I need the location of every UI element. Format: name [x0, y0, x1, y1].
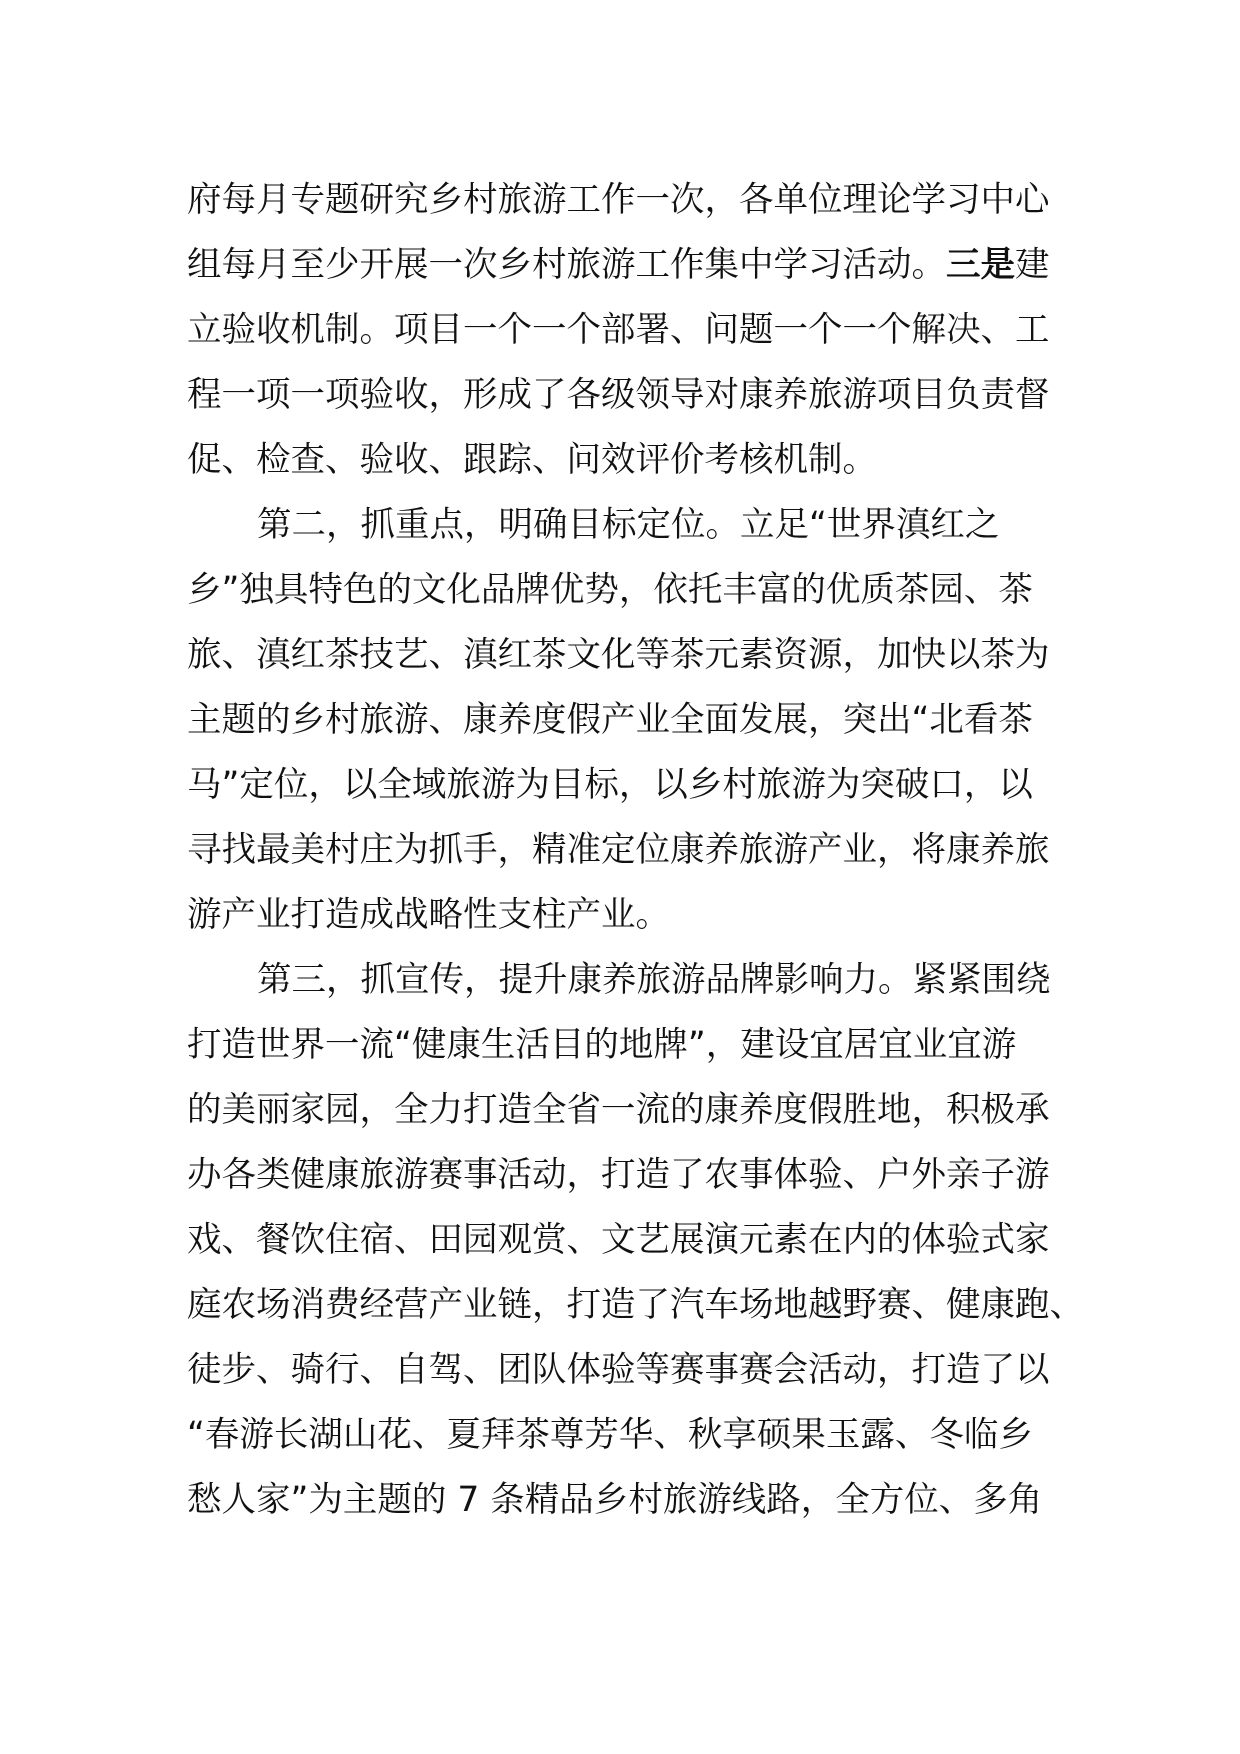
text-line: [187, 818, 1067, 883]
text-line: [187, 1273, 1084, 1338]
text-run: 府每月专题研究乡村旅游工作一次，各单位理论学习中心: [187, 180, 1050, 220]
text-run: 促、检查、验收、跟踪、问效评价考核机制。: [187, 440, 877, 480]
text-run: 打造世界一流“健康生活目的地牌”，建设宜居宜业宜游: [187, 1025, 1017, 1065]
text-run: 愁人家”为主题的 7 条精品乡村旅游线路，全方位、多角: [187, 1480, 1043, 1520]
text-line: [187, 753, 1067, 818]
text-run: 游产业打造成战略性支柱产业。: [187, 895, 670, 935]
text-line: [187, 1078, 1067, 1143]
text-run: 立验收机制。项目一个一个部署、问题一个一个解决、工: [187, 310, 1050, 350]
text-run: 办各类健康旅游赛事活动，打造了农事体验、户外亲子游: [187, 1155, 1050, 1195]
text-line: [187, 1208, 1067, 1273]
text-line: [187, 623, 1067, 688]
text-run: 的美丽家园，全力打造全省一流的康养度假胜地，积极承: [187, 1090, 1050, 1130]
text-line: [187, 558, 1067, 623]
text-run: 第二，抓重点，明确目标定位。立足“世界滇红之: [257, 505, 1000, 545]
text-line: [187, 688, 1067, 753]
text-line: [187, 1338, 1067, 1403]
text-line: [187, 298, 1067, 363]
text-line: [187, 233, 1067, 298]
text-run: 戏、餐饮住宿、田园观赏、文艺展演元素在内的体验式家: [187, 1220, 1050, 1260]
text-run: 乡”独具特色的文化品牌优势，依托丰富的优质茶园、茶: [187, 570, 1033, 610]
text-run: 主题的乡村旅游、康养度假产业全面发展，突出“北看茶: [187, 700, 1033, 740]
text-line: [187, 363, 1067, 428]
text-run: 马”定位，以全域旅游为目标，以乡村旅游为突破口，以: [187, 765, 1033, 805]
bold-text-run: 三是: [946, 245, 1015, 285]
text-line: [187, 1013, 1067, 1078]
text-line: [187, 1143, 1067, 1208]
body-text: [187, 168, 1084, 1533]
text-run: 第三，抓宣传，提升康养旅游品牌影响力。紧紧围绕: [257, 960, 1051, 1000]
text-line: [187, 1468, 1067, 1533]
text-run: 组每月至少开展一次乡村旅游工作集中学习活动。: [187, 245, 946, 285]
text-line: [187, 428, 1067, 493]
text-line: [187, 948, 1067, 1013]
text-run: 建: [1015, 245, 1050, 285]
text-run: 徒步、骑行、自驾、团队体验等赛事赛会活动，打造了以: [187, 1350, 1050, 1390]
text-run: 庭农场消费经营产业链，打造了汽车场地越野赛、健康跑、: [187, 1285, 1084, 1325]
text-line: [187, 493, 1067, 558]
text-line: [187, 883, 1067, 948]
text-run: 程一项一项验收，形成了各级领导对康养旅游项目负责督: [187, 375, 1050, 415]
text-line: [187, 168, 1067, 233]
text-run: 旅、滇红茶技艺、滇红茶文化等茶元素资源，加快以茶为: [187, 635, 1050, 675]
text-run: 寻找最美村庄为抓手，精准定位康养旅游产业，将康养旅: [187, 830, 1050, 870]
text-run: “春游长湖山花、夏拜茶尊芳华、秋享硕果玉露、冬临乡: [187, 1415, 1033, 1455]
text-line: [187, 1403, 1067, 1468]
